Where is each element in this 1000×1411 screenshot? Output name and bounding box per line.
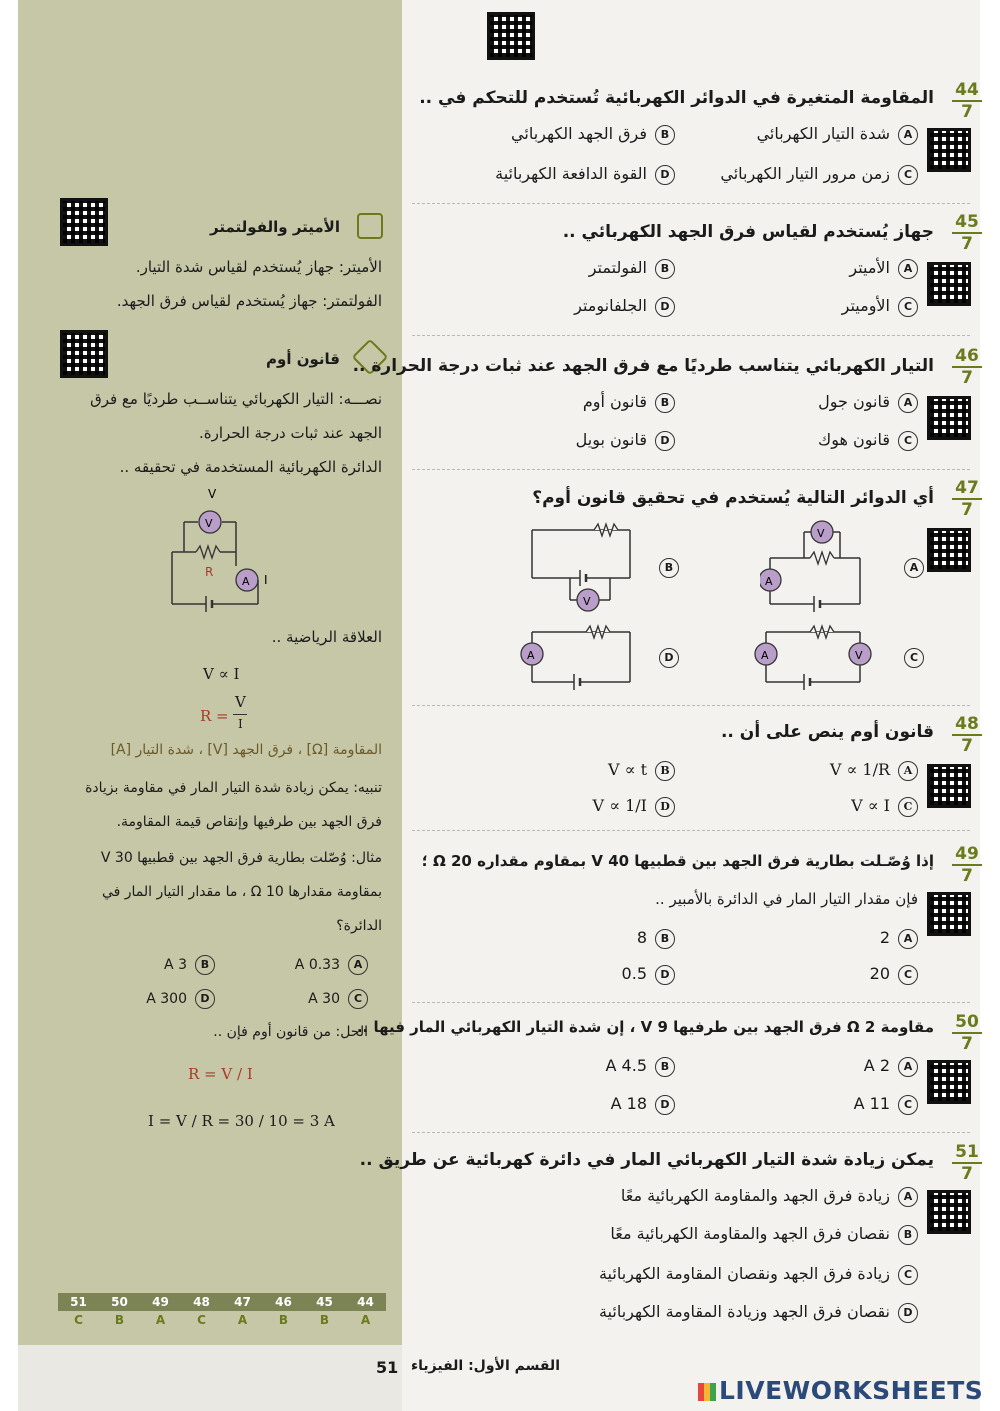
ammeter-label: A: [527, 649, 535, 662]
example-option-c[interactable]: C30 A: [308, 989, 368, 1009]
question-title: أي الدوائر التالية يُستخدم في تحقيق قانون أوم؟: [532, 488, 934, 508]
question-number: 47 7: [952, 478, 982, 520]
qr-code-icon[interactable]: [927, 396, 971, 440]
option-c[interactable]: Cقانون هوك: [818, 430, 918, 451]
option-b[interactable]: BV ∝ t: [608, 760, 675, 781]
qr-code-icon[interactable]: [60, 198, 108, 246]
footer-section-title: القسم الأول: الفيزياء: [410, 1358, 560, 1374]
voltmeter-definition: الفولتمتر: جهاز يُستخدم لقياس فرق الجهد.: [116, 292, 382, 310]
voltmeter-label: V: [583, 595, 591, 608]
circuit-v-label: V: [208, 487, 217, 501]
qr-code-icon[interactable]: [927, 764, 971, 808]
question-number: 50 7: [952, 1012, 982, 1054]
circuit-i-label: I: [264, 573, 268, 587]
option-a[interactable]: AV ∝ 1/R: [830, 760, 918, 781]
option-a[interactable]: A2 A: [864, 1056, 918, 1077]
option-a[interactable]: Aقانون جول: [818, 392, 918, 413]
option-a[interactable]: A2: [880, 928, 918, 949]
ammeter-label: A: [765, 575, 773, 588]
option-c[interactable]: CV ∝ I: [851, 796, 918, 817]
example-text: بمقاومة مقدارها 10 Ω ، ما مقدار التيار المار في: [101, 884, 382, 900]
qr-code-icon[interactable]: [927, 1060, 971, 1104]
option-a[interactable]: Aشدة التيار الكهربائي: [757, 124, 918, 145]
option-d[interactable]: D0.5: [622, 964, 675, 985]
question-number: 45 7: [952, 212, 982, 254]
divider: [412, 830, 970, 831]
circuit-r-label: R: [205, 565, 214, 579]
divider: [412, 1002, 970, 1003]
option-a[interactable]: A: [904, 558, 924, 578]
option-d[interactable]: Dقانون بويل: [576, 430, 675, 451]
question-subtitle: فإن مقدار التيار المار في الدائرة بالأمبير ..: [655, 890, 918, 908]
sidebar-footer-band: [18, 1345, 402, 1411]
option-d[interactable]: Dنقصان فرق الجهد وزيادة المقاومة الكهربائية: [599, 1302, 918, 1323]
option-letter: D: [195, 989, 215, 1009]
example-text: الدائرة؟: [336, 918, 382, 934]
option-d[interactable]: Dالقوة الدافعة الكهربائية: [495, 164, 675, 185]
option-letter: B: [195, 955, 215, 975]
circuit-option-c[interactable]: [750, 622, 880, 692]
question-number: 44 7: [952, 80, 982, 122]
qr-code-icon[interactable]: [927, 528, 971, 572]
qr-code-icon[interactable]: [927, 262, 971, 306]
solution-header: الحل: من قانون أوم فإن ..: [213, 1024, 368, 1040]
option-b[interactable]: Bقانون أوم: [583, 392, 675, 413]
option-a[interactable]: Aزيادة فرق الجهد والمقاومة الكهربائية معًا: [621, 1186, 918, 1207]
solution-r-equation: R = V / I: [188, 1065, 253, 1083]
option-b[interactable]: Bالفولتمتر: [589, 258, 675, 279]
divider: [412, 1132, 970, 1133]
resistance-formula-lhs: R =: [200, 707, 229, 725]
qr-code-icon[interactable]: [927, 128, 971, 172]
option-c[interactable]: Cزيادة فرق الجهد ونقصان المقاومة الكهربائية: [599, 1264, 918, 1285]
ammeter-label: A: [761, 649, 769, 662]
question-number: 46 7: [952, 346, 982, 388]
resistance-formula-num: V: [235, 693, 246, 711]
option-d[interactable]: D18 A: [611, 1094, 675, 1115]
sidebar-section-title: قانون أوم: [266, 350, 340, 368]
circuit-option-a[interactable]: [760, 518, 880, 613]
voltmeter-label: V: [205, 517, 213, 530]
qr-code-icon[interactable]: [60, 330, 108, 378]
option-b[interactable]: Bنقصان فرق الجهد والمقاومة الكهربائية معًا: [610, 1224, 918, 1245]
question-title: مقاومة 2 Ω فرق الجهد بين طرفيها 9 V ، إن شدة التيار الكهربائي المار فيها ..: [356, 1018, 934, 1036]
example-option-a[interactable]: A0.33 A: [295, 955, 368, 975]
example-option-b[interactable]: B3 A: [164, 955, 215, 975]
question-title: قانون أوم ينص على أن ..: [720, 722, 934, 742]
example-option-d[interactable]: D300 A: [146, 989, 215, 1009]
units-line: المقاومة [Ω] ، فرق الجهد [V] ، شدة التيار [A]: [110, 742, 382, 758]
option-c[interactable]: Cالأوميتر: [842, 296, 918, 317]
voltmeter-label: V: [855, 649, 863, 662]
qr-code-icon[interactable]: [487, 12, 535, 60]
voltmeter-label: V: [817, 527, 825, 540]
divider: [412, 705, 970, 706]
option-a[interactable]: Aالأميتر: [849, 258, 918, 279]
ammeter-label: A: [242, 575, 250, 588]
question-title: يمكن زيادة شدة التيار الكهربائي المار في دائرة كهربائية عن طريق ..: [359, 1150, 934, 1170]
option-c[interactable]: C: [904, 648, 924, 668]
math-relation-header: العلاقة الرياضية ..: [271, 628, 382, 646]
option-c[interactable]: C11 A: [854, 1094, 918, 1115]
solution-equation: I = V / R = 30 / 10 = 3 A: [148, 1112, 335, 1130]
circuit-option-d[interactable]: [516, 622, 646, 692]
circuit-option-b[interactable]: [526, 518, 646, 613]
divider: [412, 335, 970, 336]
example-text: مثال: وُصّلت بطارية فرق الجهد بين قطبيها 30 V: [100, 850, 382, 866]
note-text: تنبيه: يمكن زيادة شدة التيار المار في مقاومة بزيادة: [85, 780, 382, 796]
question-number: 49 7: [952, 844, 982, 886]
note-text: فرق الجهد بين طرفيها وإنقاص قيمة المقاومة.: [116, 814, 382, 830]
option-letter: A: [348, 955, 368, 975]
option-d[interactable]: D: [659, 648, 679, 668]
question-title: جهاز يُستخدم لقياس فرق الجهد الكهربائي ..: [562, 222, 934, 242]
circuit-caption: الدائرة الكهربائية المستخدمة في تحقيقه ..: [119, 458, 382, 476]
option-c[interactable]: Cزمن مرور التيار الكهربائي: [720, 164, 918, 185]
question-title: التيار الكهربائي يتناسب طرديًا مع فرق الجهد عند ثبات درجة الحرارة ..: [352, 356, 934, 376]
resistance-formula-den: I: [238, 717, 243, 731]
question-title: المقاومة المتغيرة في الدوائر الكهربائية تُستخدم للتحكم في ..: [419, 88, 934, 108]
divider: [412, 203, 970, 204]
option-d[interactable]: Dالجلفانومتر: [574, 296, 675, 317]
logo-icon: [698, 1383, 716, 1401]
fraction-bar: [233, 714, 247, 715]
option-d[interactable]: DV ∝ 1/I: [593, 796, 675, 817]
question-number: 48 7: [952, 714, 982, 756]
option-b[interactable]: B: [659, 558, 679, 578]
qr-code-icon[interactable]: [927, 892, 971, 936]
option-c[interactable]: C20: [870, 964, 918, 985]
answer-key-table: 51 50 49 48 47 46 45 44 C B A C A B B A: [58, 1293, 386, 1329]
option-b[interactable]: B8: [637, 928, 675, 949]
ohm-law-text: نصـــه: التيار الكهربائي يتناســب طرديًا مع فرق: [90, 390, 382, 408]
ammeter-definition: الأميتر: جهاز يُستخدم لقياس شدة التيار.: [135, 258, 382, 276]
ohm-law-text: الجهد عند ثبات درجة الحرارة.: [199, 424, 382, 442]
proportion-formula: V ∝ I: [203, 665, 240, 683]
liveworksheets-logo: LIVEWORKSHEETS: [698, 1376, 983, 1405]
qr-code-icon[interactable]: [927, 1190, 971, 1234]
ohm-circuit-diagram: [160, 484, 280, 619]
sidebar-section-title: الأميتر والفولتمتر: [210, 218, 340, 236]
option-letter: C: [348, 989, 368, 1009]
layers-icon: [357, 213, 383, 239]
divider: [412, 469, 970, 470]
question-number: 51 7: [952, 1142, 982, 1184]
option-b[interactable]: Bفرق الجهد الكهربائي: [511, 124, 675, 145]
option-b[interactable]: B4.5 A: [606, 1056, 676, 1077]
question-title: إذا وُصّـلت بطارية فرق الجهد بين قطبيها 40 V بمقاوم مقداره 20 Ω ؛: [421, 852, 934, 870]
page-number: 51: [376, 1358, 399, 1377]
